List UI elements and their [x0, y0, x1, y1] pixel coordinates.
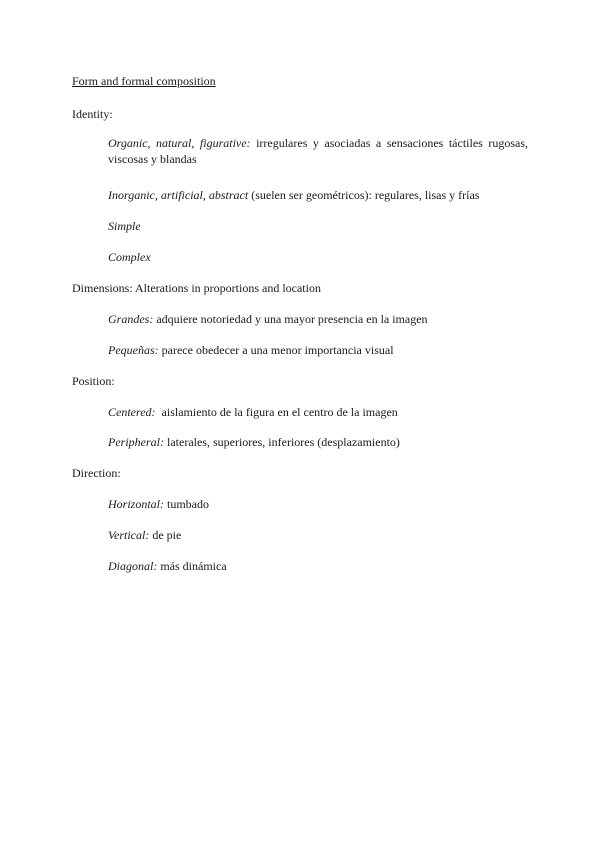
- position-term: Peripheral:: [108, 435, 164, 449]
- identity-desc: irregulares y asociadas a sensaciones táctiles rugosas, viscosas y blandas: [108, 136, 529, 166]
- direction-term: Horizontal:: [108, 497, 165, 511]
- direction-term: Vertical:: [108, 528, 150, 542]
- document-title: Form and formal composition: [72, 74, 216, 88]
- position-heading: Position:: [72, 374, 115, 388]
- direction-desc: tumbado: [164, 497, 210, 511]
- position-desc: aislamiento de la figura en el centro de la imagen: [155, 405, 398, 419]
- direction-item-horizontal: [108, 496, 209, 512]
- position-desc: laterales, superiores, inferiores (desplazamiento): [164, 435, 400, 449]
- dimensions-heading: Dimensions: Alterations in proportions and location: [72, 281, 321, 295]
- direction-item-vertical: [108, 527, 181, 543]
- direction-term: Diagonal:: [108, 559, 158, 573]
- dimensions-term: Grandes:: [108, 312, 154, 326]
- position-item-centered: [108, 404, 398, 420]
- identity-desc: (suelen ser geométricos): regulares, lisas y frías: [248, 188, 480, 202]
- identity-item-organic: [108, 135, 528, 167]
- dimensions-desc: parece obedecer a una menor importancia visual: [158, 343, 394, 357]
- identity-heading: Identity:: [72, 107, 113, 121]
- identity-item-complex: [108, 249, 151, 265]
- identity-term: Simple: [108, 219, 141, 233]
- dimensions-term: Pequeñas:: [108, 343, 159, 357]
- direction-item-diagonal: [108, 558, 227, 574]
- direction-desc: de pie: [149, 528, 182, 542]
- direction-desc: más dinámica: [157, 559, 227, 573]
- identity-term: Organic, natural, figurative:: [108, 136, 251, 150]
- dimensions-desc: adquiere notoriedad y una mayor presencia en la imagen: [153, 312, 428, 326]
- identity-item-inorganic: [108, 187, 479, 203]
- identity-term: Complex: [108, 250, 151, 264]
- position-term: Centered:: [108, 405, 156, 419]
- identity-term: Inorganic, artificial, abstract: [108, 188, 249, 202]
- dimensions-item-pequenas: [108, 342, 394, 358]
- dimensions-item-grandes: [108, 311, 428, 327]
- direction-heading: Direction:: [72, 466, 121, 480]
- identity-item-simple: [108, 218, 141, 234]
- position-item-peripheral: [108, 434, 400, 450]
